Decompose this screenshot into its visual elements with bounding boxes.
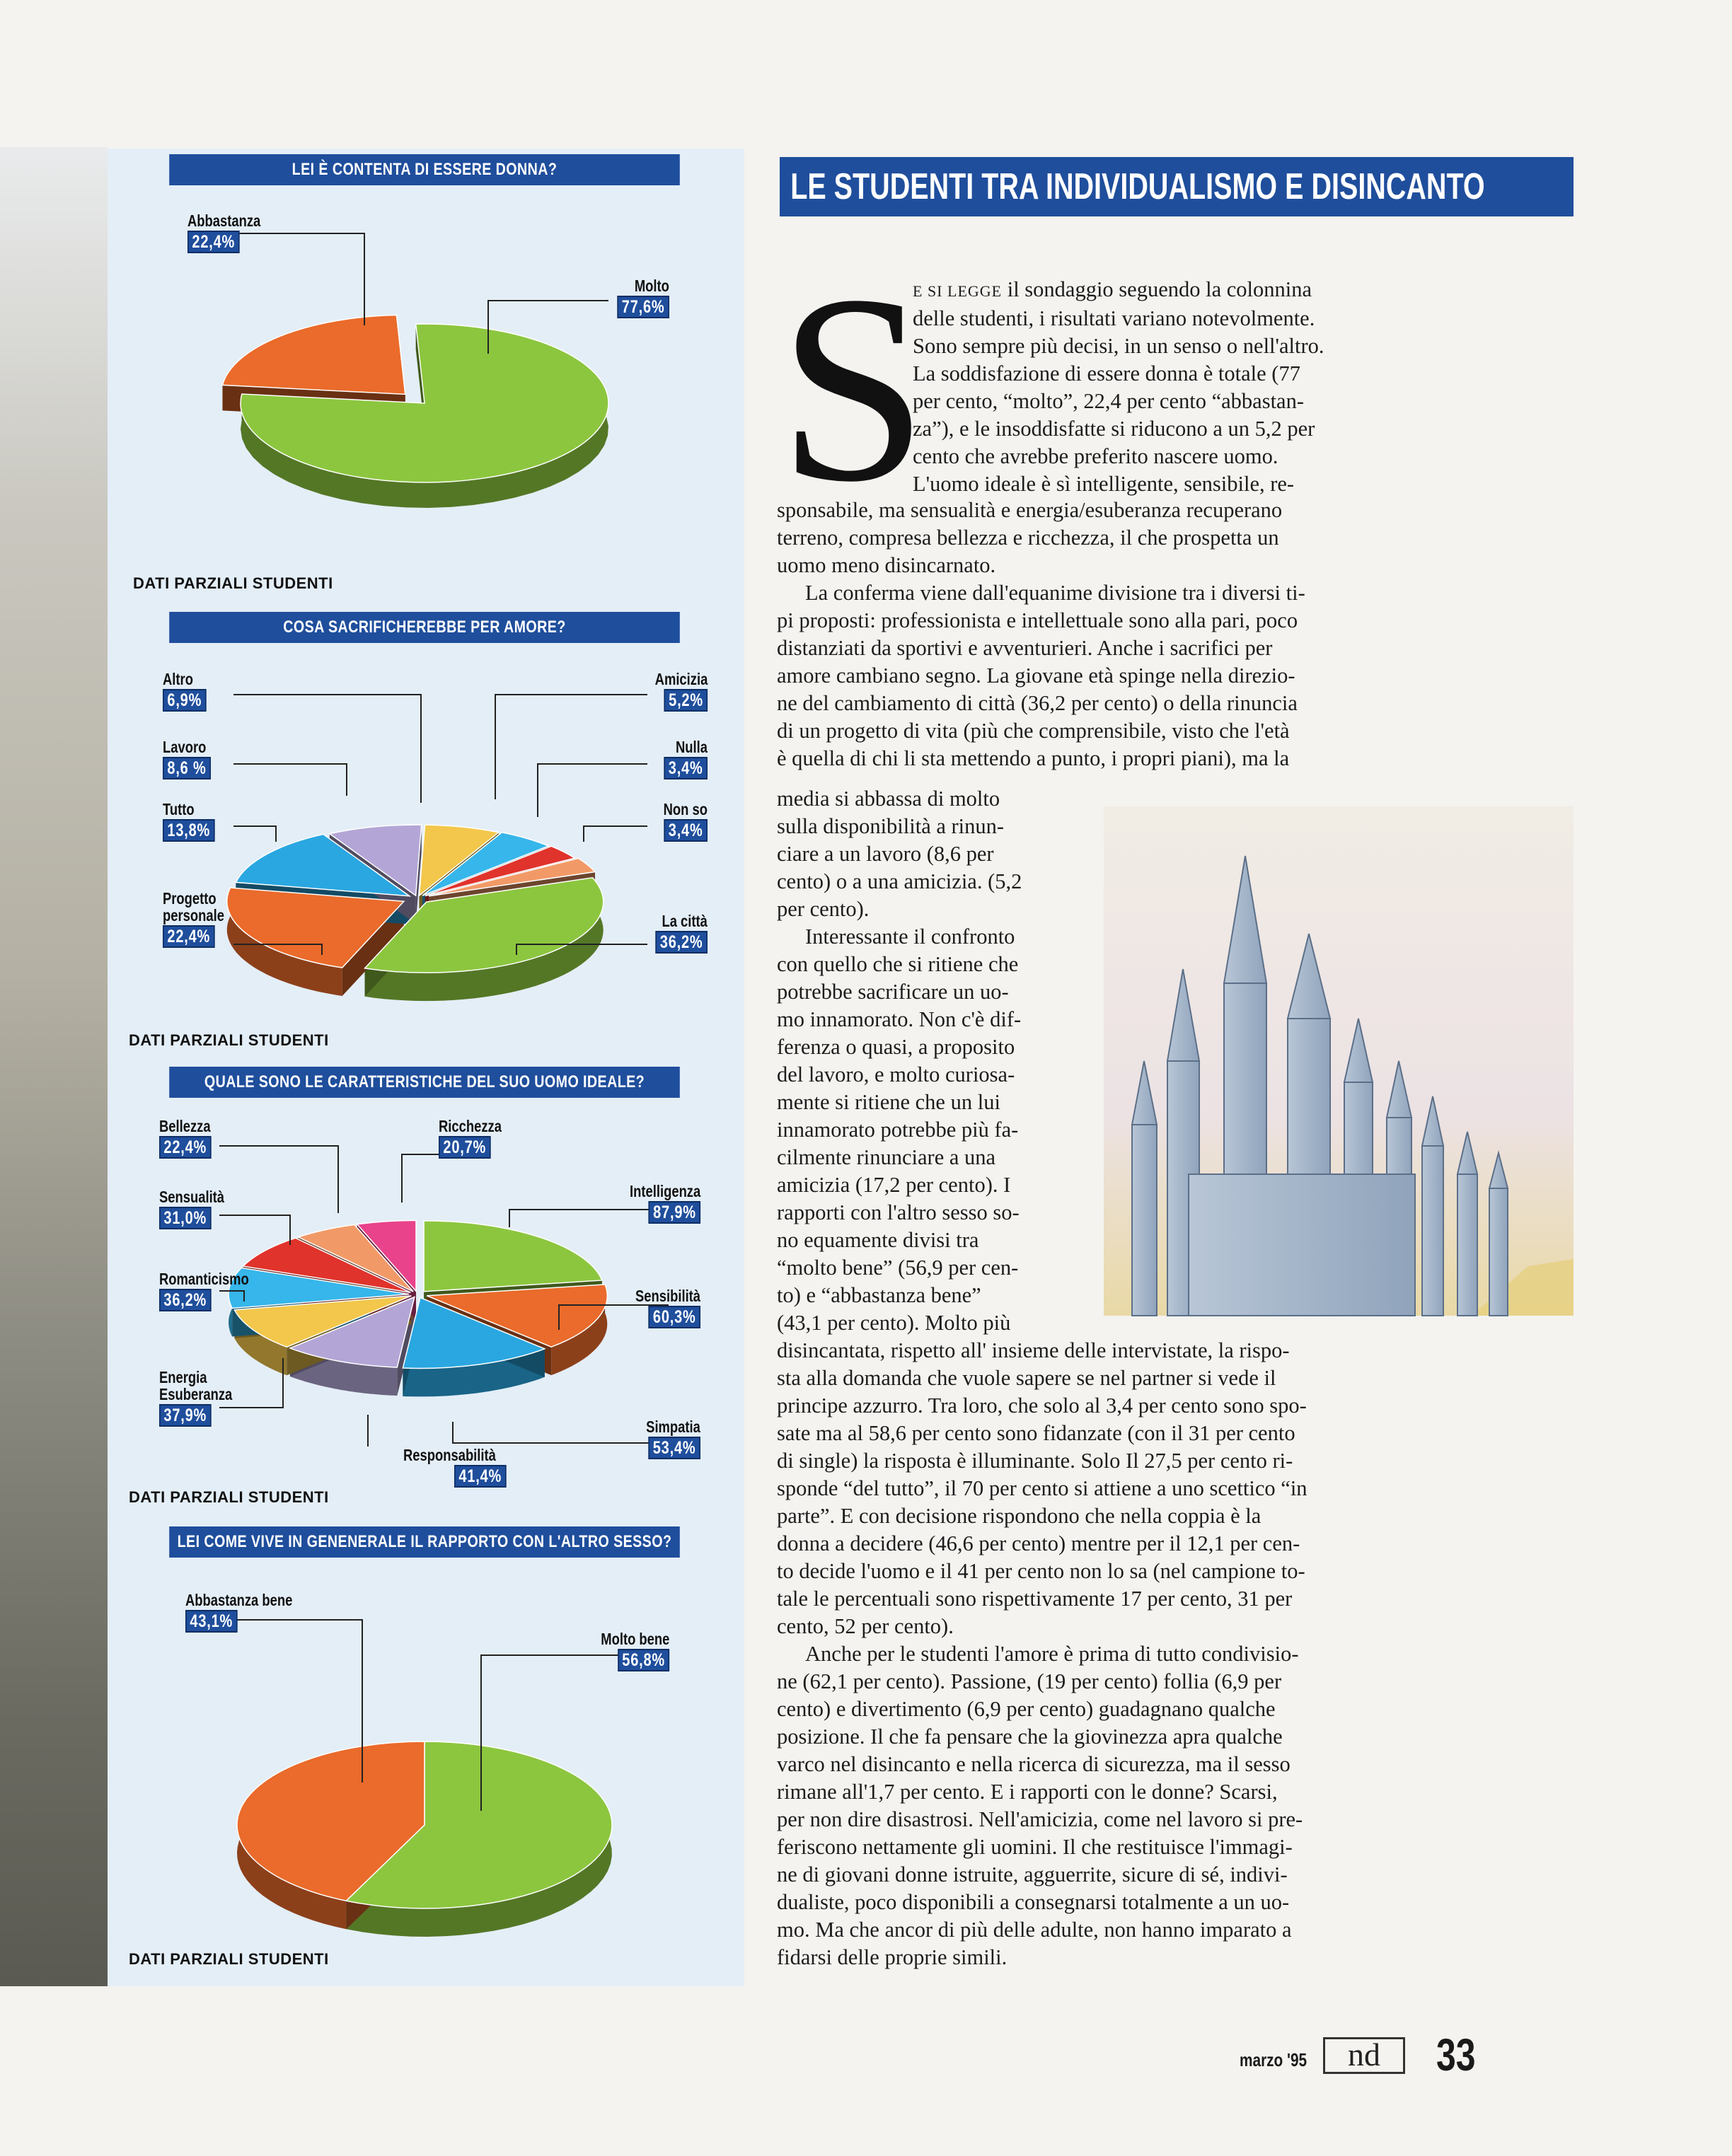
para3-narrow-line: mente si ritiene che un lui	[777, 1090, 1000, 1114]
chart3-source: DATI PARZIALI STUDENTI	[129, 1488, 329, 1506]
para2-full-line: ne del cambiamento di città (36,2 per cento) o della rinuncia	[777, 691, 1298, 715]
chart3-label-sensualita: Sensualità 31,0%	[159, 1188, 225, 1228]
chart1-label-abbastanza: Abbastanza 22,4%	[187, 211, 261, 252]
para3-full-line: sta alla domanda che vuole sapere se nel partner si vede il	[777, 1366, 1276, 1390]
para2-narrow-line: cento) o a una amicizia. (5,2	[777, 869, 1022, 893]
para3-full-line: di single) la risposta è illuminante. Solo Il 27,5 per cento ri-	[777, 1449, 1293, 1473]
article-title: LE STUDENTI TRA INDIVIDUALISMO E DISINCANTO	[780, 157, 1574, 216]
chart2-source: DATI PARZIALI STUDENTI	[129, 1031, 329, 1049]
para3-full-line: parte”. E con decisione rispondono che nella coppia è la	[777, 1504, 1262, 1528]
chart4-pie	[237, 1741, 612, 1937]
para2-full-line: pi proposti: professionista e intellettuale sono alla pari, poco	[777, 608, 1298, 632]
para3-narrow-line: amicizia (17,2 per cento). I	[777, 1173, 1011, 1197]
para3-full-line: to decide l'uomo e il 41 per cento non lo sa (nel campione to-	[777, 1559, 1305, 1583]
para3-full-line: donna a decidere (46,6 per cento) mentre per il 12,1 per cen-	[777, 1531, 1300, 1555]
para3-full-line: sponde “del tutto”, il 70 per cento si attiene a uno scettico “in	[777, 1476, 1307, 1500]
para2-full-line: è quella di chi li sta mettendo a punto, i propri piani), ma la	[777, 746, 1290, 770]
para4-line: ne di giovani donne istruite, agguerrite, sicure di sé, indivi-	[777, 1862, 1288, 1886]
para4-line: feriscono nettamente gli uomini. Il che restituisce l'immagi-	[777, 1835, 1293, 1859]
para4-line: varco nel disincanto e nella ricerca di sicurezza, ma il sesso	[777, 1752, 1291, 1776]
chart3-label-responsabilita: Responsabilità 41,4%	[403, 1447, 507, 1488]
para3-narrow-line: no equamente divisi tra	[777, 1228, 979, 1252]
para3-full-line: cento, 52 per cento).	[777, 1614, 954, 1638]
para1-line-1: delle studenti, i risultati variano notevolmente.	[913, 306, 1315, 330]
para3-narrow-line: con quello che si ritiene che	[777, 952, 1019, 976]
para4-line: dualiste, poco disponibili a consegnarsi totalmente a un uo-	[777, 1890, 1290, 1914]
para2-narrow-line: media si abbassa di molto	[777, 787, 1000, 811]
chart2-title: COSA SACRIFICHEREBBE PER AMORE?	[169, 612, 680, 643]
para1-line-7: L'uomo ideale è sì intelligente, sensibile, re-	[913, 472, 1295, 496]
chart2-label-amicizia: Amicizia 5,2%	[654, 670, 708, 710]
para2-full-line: di un progetto di vita (più che comprensibile, visto che l'età	[777, 719, 1290, 743]
chart2-label-lavoro: Lavoro 8,6 %	[163, 738, 211, 779]
para2-full-line: La conferma viene dall'equanime divisione tra i diversi ti-	[805, 581, 1305, 605]
chart3-label-intelligenza: Intelligenza 87,9%	[629, 1182, 700, 1222]
chart3-label-ricchezza: Ricchezza 20,7%	[439, 1117, 502, 1157]
para3-narrow-line: mo innamorato. Non c'è dif-	[777, 1007, 1022, 1031]
para2-full-line: amore cambiano segno. La giovane età spinge nella direzio-	[777, 663, 1295, 688]
para2-narrow-line: ciare a un lavoro (8,6 per	[777, 842, 994, 866]
para3-narrow-line: ferenza o quasi, a proposito	[777, 1035, 1015, 1059]
para1-line-4: per cento, “molto”, 22,4 per cento “abbastan-	[913, 389, 1305, 413]
para3-full-line: principe azzurro. Tra loro, che solo al 3,4 per cento sono spo-	[777, 1393, 1307, 1418]
para4-line: cento) e divertimento (6,9 per cento) guadagnano qualche	[777, 1697, 1276, 1721]
chart4-label-abbastanza: Abbastanza bene 43,1%	[185, 1591, 293, 1631]
chart2-label-progetto: Progetto personale 22,4%	[163, 889, 224, 946]
para3-narrow-line: innamorato potrebbe più fa-	[777, 1118, 1019, 1142]
para3-narrow-line: “molto bene” (56,9 per cen-	[777, 1256, 1019, 1280]
chart4-source: DATI PARZIALI STUDENTI	[129, 1950, 329, 1968]
para4-line: mo. Ma che ancor di più delle adulte, non hanno imparato a	[777, 1918, 1292, 1942]
chart3-label-romanticismo: Romanticismo 36,2%	[159, 1270, 249, 1310]
para1-full-line: sponsabile, ma sensualità e energia/esuberanza recuperano	[777, 498, 1283, 522]
para1-line-0: E SI LEGGE il sondaggio seguendo la colonnina	[913, 277, 1312, 301]
chart4-label-moltobene: Molto bene 56,8%	[600, 1630, 669, 1670]
chart4-title: LEI COME VIVE IN GENENERALE IL RAPPORTO CON L'ALTRO SESSO?	[169, 1526, 680, 1558]
chart3-title: QUALE SONO LE CARATTERISTICHE DEL SUO UOMO IDEALE?	[169, 1067, 680, 1098]
chart3-label-sensibilita: Sensibilità 60,3%	[635, 1287, 700, 1327]
para4-line: posizione. Il che fa pensare che la giovinezza apra qualche	[777, 1725, 1283, 1749]
chart3-label-bellezza: Bellezza 22,4%	[159, 1117, 211, 1157]
para1-full-block	[777, 497, 1412, 772]
para4-line: fidarsi delle proprie simili.	[777, 1945, 1008, 1969]
chart1-label-molto: Molto 77,6%	[617, 277, 669, 318]
para4-line: rimane all'1,7 per cento. E i rapporti con le donne? Scarsi,	[777, 1780, 1278, 1804]
para4-line: ne (62,1 per cento). Passione, (19 per cento) follia (6,9 per	[777, 1669, 1282, 1693]
para3-narrow-line: cilmente rinunciare a una	[777, 1145, 996, 1169]
footer-issue: marzo '95	[1240, 2049, 1307, 2070]
chart3-label-energia: Energia Esuberanza 37,9%	[159, 1368, 233, 1425]
para2-full-line: distanziati da sportivi e avventurieri. Anche i sacrifici per	[777, 636, 1273, 660]
para3-narrow-line: to) e “abbastanza bene”	[777, 1283, 981, 1307]
para2-narrow-line: sulla disponibilità a rinun-	[777, 814, 1005, 838]
lower-text-block	[777, 1337, 1412, 1971]
narrow-column	[777, 785, 1082, 1337]
para3-narrow-line: potrebbe sacrificare un uo-	[777, 980, 1009, 1004]
para3-narrow-line: Interessante il confronto	[805, 925, 1015, 949]
para3-narrow-line: del lavoro, e molto curiosa-	[777, 1062, 1015, 1086]
para3-full-line: sate ma al 58,6 per cento sono fidanzate (con il 31 per cento	[777, 1421, 1295, 1445]
para3-full-line: disincantata, rispetto all' insieme delle intervistate, la rispo-	[777, 1338, 1290, 1362]
para1-line-5: za”), e le insoddisfatte si riducono a un 5,2 per	[913, 417, 1315, 441]
chart2-label-altro: Altro 6,9%	[163, 671, 207, 712]
para1-line-3: La soddisfazione di essere donna è totale (77	[913, 361, 1300, 386]
chart3-label-simpatia: Simpatia 53,4%	[646, 1418, 700, 1458]
para2-narrow-line: per cento).	[777, 897, 870, 921]
para1-line-6: cento che avrebbe preferito nascere uomo.	[913, 444, 1278, 468]
chart2-label-nonso: Non so 3,4%	[663, 800, 708, 840]
para3-narrow-line: rapporti con l'altro sesso so-	[777, 1200, 1020, 1224]
footer-logo: nd	[1323, 2037, 1405, 2074]
para4-line: Anche per le studenti l'amore è prima di tutto condivisio-	[805, 1642, 1299, 1666]
chart1-source: DATI PARZIALI STUDENTI	[133, 574, 333, 592]
para3-full-line: tale le percentuali sono rispettivamente 17 per cento, 31 per	[777, 1587, 1293, 1611]
castle-illustration	[1104, 806, 1574, 1316]
para4-line: per non dire disastrosi. Nell'amicizia, come nel lavoro si pre-	[777, 1807, 1303, 1831]
para1-line-2: Sono sempre più decisi, in un senso o nell'altro.	[913, 334, 1324, 358]
para1-short-block	[913, 276, 1412, 498]
chart2-label-nulla: Nulla 3,4%	[664, 738, 708, 779]
para1-full-line: terreno, compresa bellezza e ricchezza, il che prospetta un	[777, 526, 1279, 550]
drop-cap: S	[778, 240, 928, 538]
page-number: 33	[1436, 2029, 1476, 2080]
para1-full-line: uomo meno disincarnato.	[777, 553, 996, 577]
chart2-label-tutto: Tutto 13,8%	[163, 801, 215, 842]
chart2-label-lacitta: La città 36,2%	[655, 912, 708, 954]
chart1-title: LEI È CONTENTA DI ESSERE DONNA?	[169, 154, 680, 185]
para3-narrow-line: (43,1 per cento). Molto più	[777, 1311, 1011, 1335]
